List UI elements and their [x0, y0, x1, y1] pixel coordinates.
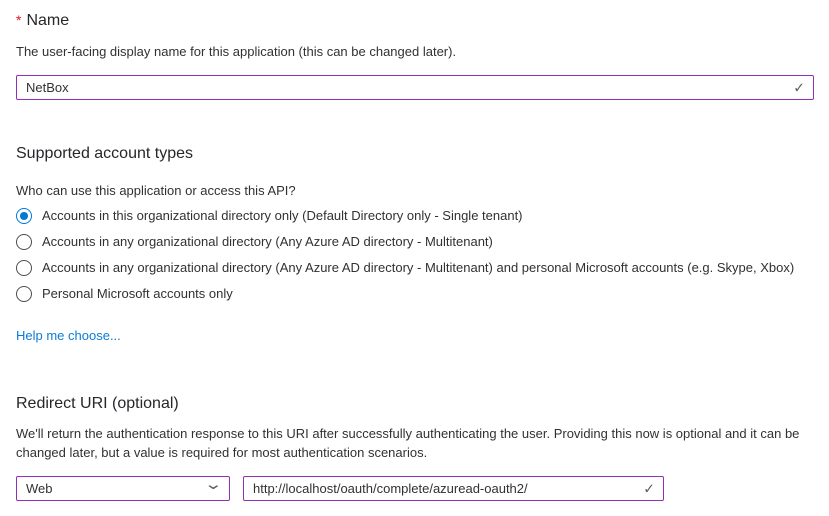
required-asterisk: *	[16, 12, 22, 28]
redirect-uri-description: We'll return the authentication response to this URI after successfully authenticating the user. Providing this now is optional and it can be changed later, but a value is required for most authentication scenarios.	[16, 426, 800, 460]
radio-option-personal-only[interactable]	[16, 281, 814, 307]
platform-select[interactable]	[16, 476, 230, 501]
radio-option-multitenant[interactable]	[16, 229, 814, 255]
radio-option-single-tenant[interactable]	[16, 203, 814, 229]
redirect-uri-input-container	[243, 476, 664, 501]
account-types-radio-group	[16, 203, 814, 307]
redirect-uri-title: Redirect URI (optional)	[16, 395, 179, 412]
radio-option-label: Personal Microsoft accounts only	[42, 286, 233, 301]
name-description: The user-facing display name for this application (this can be changed later).	[16, 44, 457, 59]
platform-select-value: Web	[26, 481, 53, 496]
account-types-title: Supported account types	[16, 145, 194, 162]
help-me-choose-link[interactable]: Help me choose...	[16, 328, 121, 343]
radio-option-multitenant-personal[interactable]	[16, 255, 814, 281]
radio-button-icon[interactable]	[16, 260, 32, 276]
name-input-container	[16, 75, 814, 100]
checkmark-icon: ✓	[643, 479, 655, 496]
chevron-down-icon: ⌄	[204, 476, 224, 493]
name-title-text: Name	[26, 12, 70, 29]
radio-button-icon[interactable]	[16, 208, 32, 224]
redirect-uri-input[interactable]	[243, 476, 664, 501]
checkmark-icon: ✓	[793, 78, 805, 95]
radio-button-icon[interactable]	[16, 286, 32, 302]
account-types-question: Who can use this application or access this API?	[16, 183, 296, 198]
name-section-title	[16, 10, 814, 31]
radio-option-label: Accounts in this organizational directory only (Default Directory only - Single tenant)	[42, 208, 523, 223]
name-input[interactable]	[16, 75, 814, 100]
radio-button-icon[interactable]	[16, 234, 32, 250]
radio-option-label: Accounts in any organizational directory (Any Azure AD directory - Multitenant)	[42, 234, 493, 249]
radio-option-label: Accounts in any organizational directory (Any Azure AD directory - Multitenant) and personal Microsoft accounts (e.g. Skype, Xbox)	[42, 260, 795, 275]
